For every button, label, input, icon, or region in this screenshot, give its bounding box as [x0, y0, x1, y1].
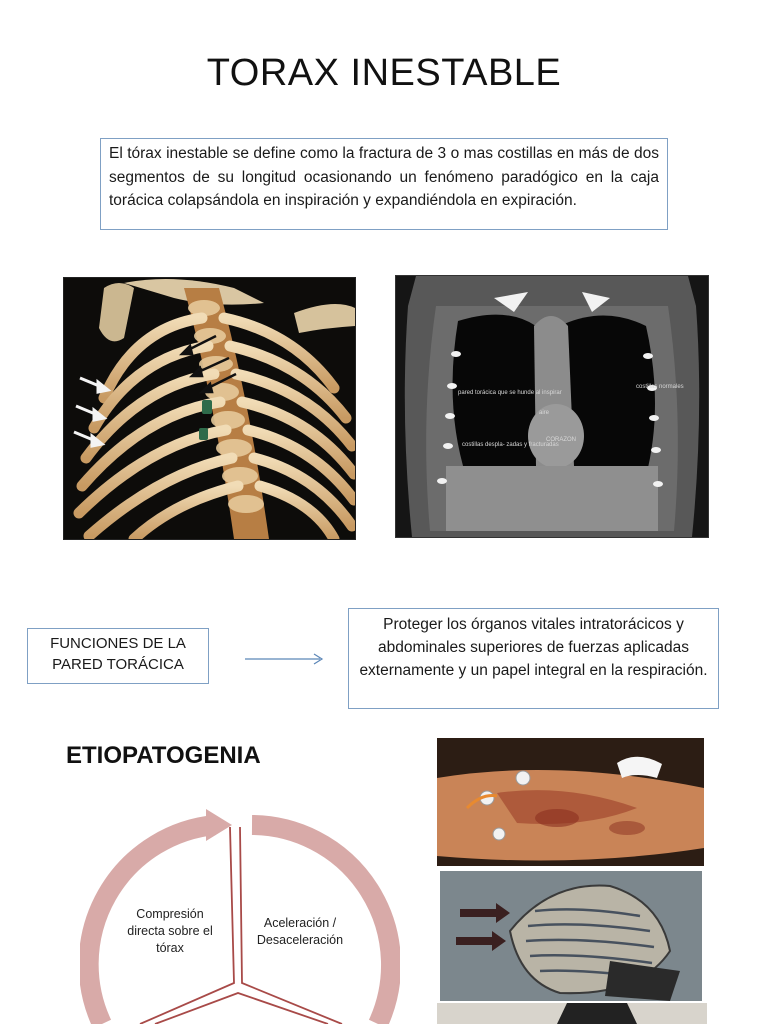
ct-scan-image [395, 275, 709, 538]
flail-chest-diagram-image [440, 871, 702, 1001]
cycle-item-compresion: Compresión directa sobre el tórax [127, 907, 213, 955]
patient-chest-illustration [437, 738, 704, 866]
cycle-arrowhead-icon [206, 809, 232, 841]
flail-chest-illustration [440, 871, 702, 1001]
ct-label-aire: aire [539, 410, 550, 416]
patient-chest-photo [437, 738, 704, 866]
etiopatogenia-heading: ETIOPATOGENIA [66, 742, 261, 769]
cycle-item-aceleracion: Aceleración / Desaceleración [256, 916, 344, 947]
ct-label-costillas-desplazadas: costillas despla- zadas y fracturadas [462, 442, 559, 448]
patient-photo-bottom-illustration [437, 1003, 707, 1024]
ct-label-pared: pared torácica que se hunde al inspirar [458, 390, 562, 396]
ct-label-corazon: CORAZON [546, 437, 576, 443]
ct-scan-illustration [396, 276, 708, 537]
definition-box: El tórax inestable se define como la fractura de 3 o mas costillas en más de dos segmentos de su longitud ocasionando un fenómeno paradógico en la caja torácica colapsándola en inspiración y expandiéndola en expiración. [100, 138, 668, 230]
right-arrow-icon [244, 652, 326, 666]
patient-photo-bottom [437, 1003, 707, 1024]
functions-description-box: Proteger los órganos vitales intratorácicos y abdominales superiores de fuerzas aplicadas externamente y un papel integral en la respiración. [348, 608, 719, 709]
functions-label-box: FUNCIONES DE LA PARED TORÁCICA [27, 628, 209, 684]
rib-cage-3d-image [63, 277, 356, 540]
rib-cage-3d-illustration [64, 278, 355, 539]
ct-label-costillas-normales: costillas normales [636, 384, 684, 390]
page-title: TORAX INESTABLE [206, 52, 562, 94]
